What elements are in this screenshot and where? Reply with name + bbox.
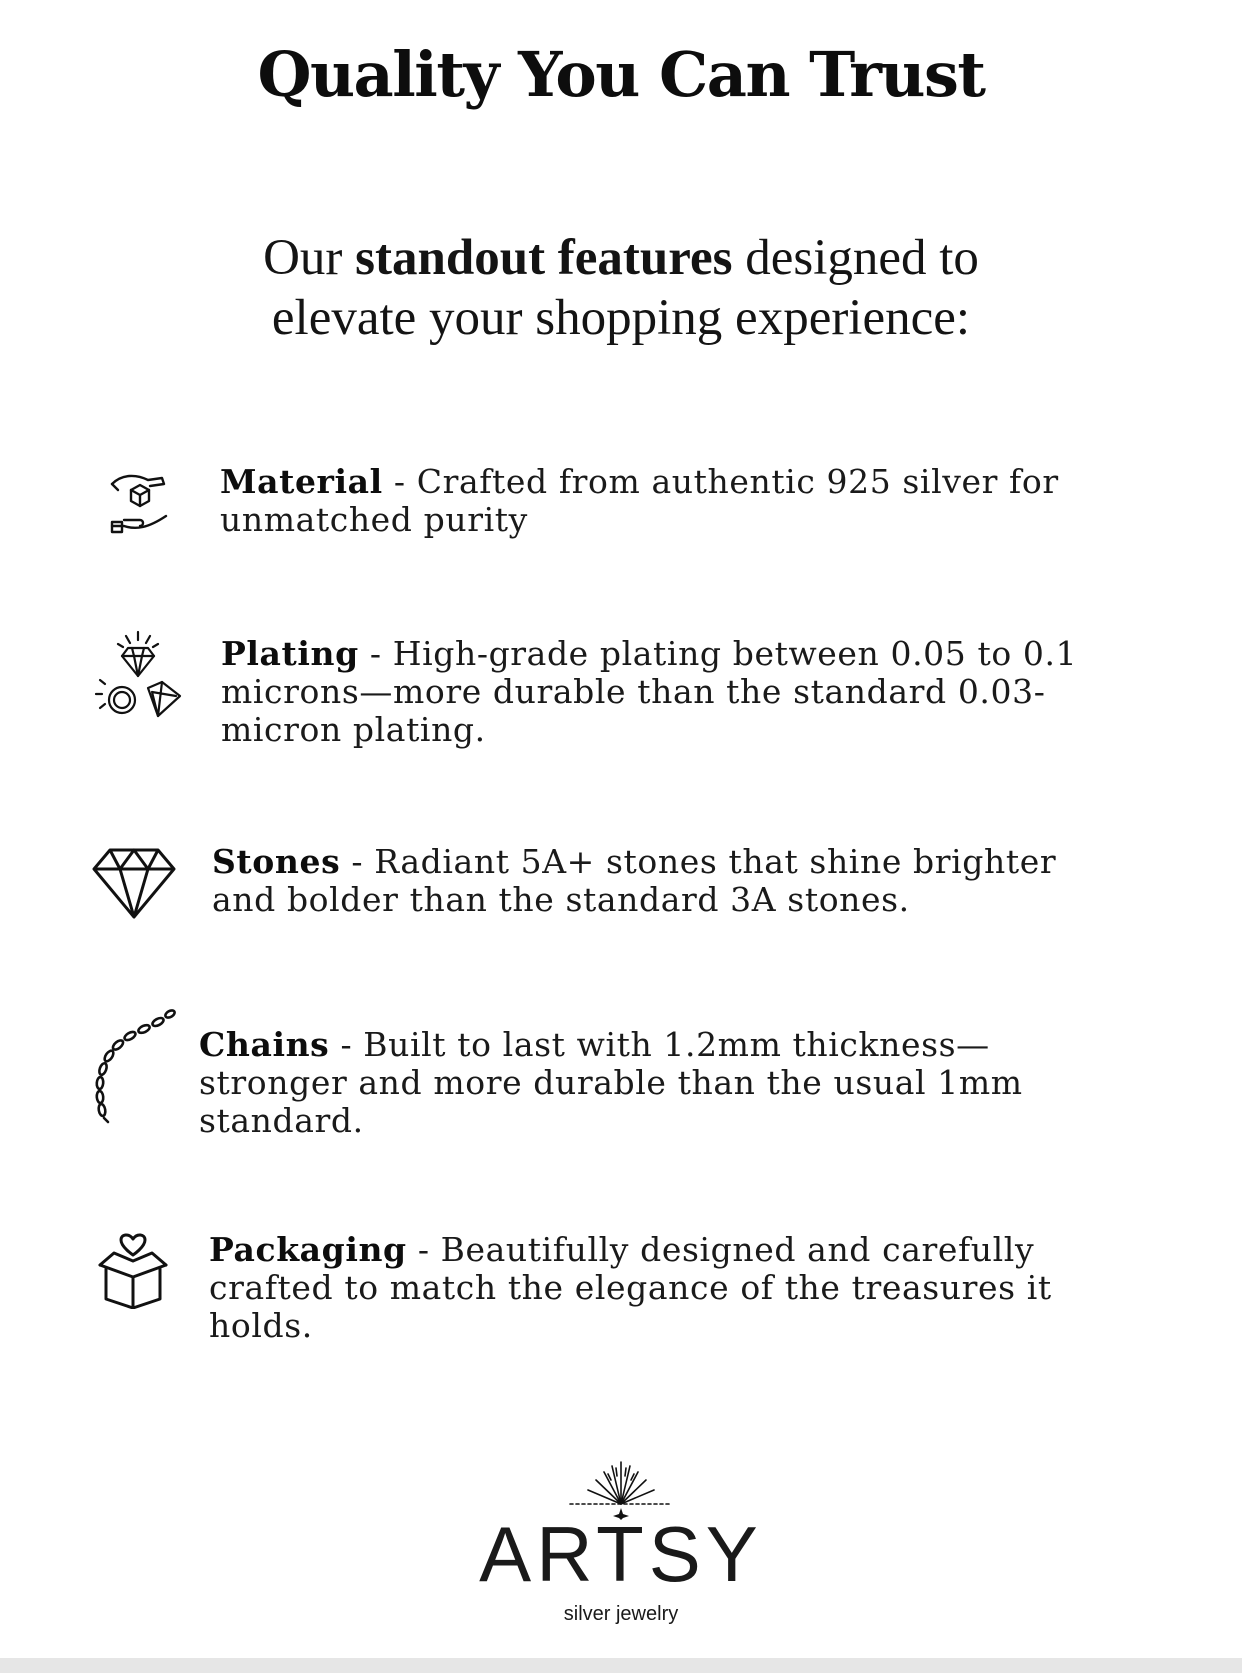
feature-text: Beautifully designed and carefully crafted to match the elegance of the treasures it holds. xyxy=(209,1230,1052,1345)
feature-plating xyxy=(221,635,1101,749)
feature-packaging xyxy=(209,1231,1089,1345)
subtitle-line2: elevate your shopping experience: xyxy=(271,290,971,346)
feature-label: Stones xyxy=(212,842,341,881)
brand-tagline: silver jewelry xyxy=(563,1603,679,1625)
chain-icon xyxy=(90,1006,180,1126)
brand-name: ARTSY xyxy=(479,1510,763,1598)
feature-text: Crafted from authentic 925 silver for unmatched purity xyxy=(220,462,1059,539)
feature-label: Material xyxy=(220,462,383,501)
subtitle-rest: designed to xyxy=(745,230,979,286)
feature-text: High-grade plating between 0.05 to 0.1 microns—more durable than the standard 0.03-micron plating. xyxy=(221,634,1078,749)
feature-label: Chains xyxy=(199,1025,330,1064)
subtitle xyxy=(120,228,1122,348)
feature-label: Packaging xyxy=(209,1230,407,1269)
feature-material xyxy=(220,463,1100,539)
feature-stones xyxy=(212,843,1092,919)
hands-box-icon xyxy=(108,470,172,538)
feature-text: Radiant 5A+ stones that shine brighter and bolder than the standard 3A stones. xyxy=(212,842,1057,919)
jewels-icon xyxy=(92,630,184,718)
diamond-icon xyxy=(92,847,176,919)
gift-box-heart-icon xyxy=(96,1233,170,1309)
subtitle-prefix: Our xyxy=(263,230,343,286)
feature-chains xyxy=(199,1026,1079,1140)
page-title: Quality You Can Trust xyxy=(257,38,985,111)
feature-separator: - xyxy=(340,842,375,881)
feature-separator: - xyxy=(329,1025,364,1064)
feature-separator: - xyxy=(358,634,393,673)
feature-separator: - xyxy=(382,462,417,501)
feature-separator: - xyxy=(406,1230,441,1269)
feature-text: Built to last with 1.2mm thickness—stronger and more durable than the usual 1mm standard. xyxy=(199,1025,1023,1140)
subtitle-bold: standout features xyxy=(355,230,733,286)
feature-label: Plating xyxy=(221,634,359,673)
